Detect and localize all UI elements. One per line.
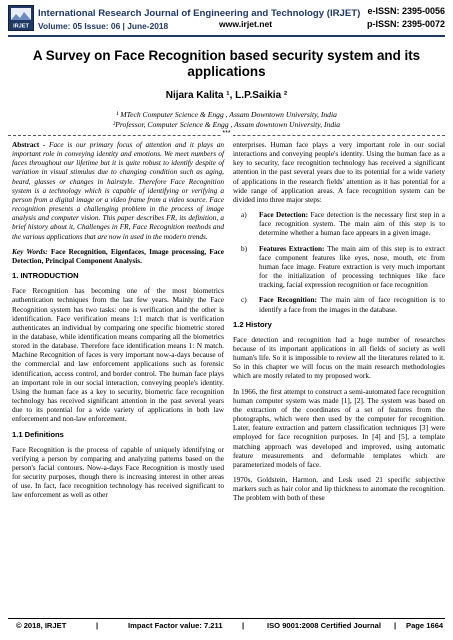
abstract bbox=[12, 140, 224, 241]
list-marker: b) bbox=[241, 243, 248, 253]
list-item-text: The main aim of this step is to extract face component features like eyes, nose, mouth, etc from human face image. Feature extraction is very much important for the initialization of processing techniques like face tracking, facial expression recognition or face recognition bbox=[259, 243, 445, 290]
footer-page-number: Page 1664 bbox=[406, 621, 444, 630]
journal-name: International Research Journal of Engineering and Technology (IRJET) bbox=[38, 8, 361, 19]
list-item-text: The main aim of face recognition is to identify a face from the images in the database. bbox=[259, 295, 445, 314]
history-paragraph-1: Face detection and recognition had a huge number of researches because of its important applications in all fields of society as well human's life. So it is impossible to review all the literatures related to it. So in this chapter we will focus on the main research methodologies which are mostly related to my proposed work. bbox=[233, 334, 445, 381]
separator-stars: *** bbox=[222, 130, 231, 137]
introduction-paragraph: Face Recognition has becoming one of the most biometrics authentication techniques from the last few years. Mainly the Face Recognition system has two tasks: one is verification and the other is identification. Face verification means 1:1 match that is verification authenticates an individual by comparing one specific biometric stored in the database, while identification means comparing all the biometrics stored in the database. Therefore face identification means 1: N match. Machine Recognition of faces is very important now-a-days because of the commercial and law enforcement applications such as forensic identification, access control, and border control. The human face plays an important role in our social interaction, conveying people's identity. Using the human face as a key to security, biometric face recognition technology has received significant attention in the past several years due to its potential for a wide variety of applications in both law enforcement and non-law enforcement. bbox=[12, 286, 224, 424]
paper-authors: Nijara Kalita ¹, L.P.Saikia ² bbox=[165, 90, 288, 101]
history-paragraph-3: 1970s, Goldstein, Harmon, and Lesk used 21 specific subjective markers such as hair color and lip thickness to automate the recognition. The problem with both of these bbox=[233, 475, 445, 503]
footer-separator: | bbox=[96, 621, 99, 630]
list-item-heading: Features Extraction: bbox=[259, 243, 325, 253]
affiliation-1: ¹ MTech Computer Science & Engg , Assam Downtown University, India bbox=[116, 110, 337, 119]
definitions-heading: 1.1 Definitions bbox=[12, 429, 64, 439]
history-heading: 1.2 History bbox=[233, 319, 272, 329]
history-paragraph-2: In 1966, the first attempt to construct a semi-automated face recognition human computer system was made [1], [2]. The system was based on the extraction of the coordinates of a set of features from the photographs, which were then used by the computer for recognition. Later, feature extraction and pattern classification techniques [3] were employed for face recognition purposes. In [4] and [5], a template matching approach was developed and improved, using automatic feature measurements and deformable templates which are parameterized models of face. bbox=[233, 386, 445, 469]
right-column bbox=[233, 140, 445, 508]
list-item-text: Face detection is the necessary first step in a face recognition system. The main aim of this step is to determine whether a human face appears in a given image. bbox=[259, 210, 445, 238]
volume-issue: Volume: 05 Issue: 06 | June-2018 bbox=[38, 21, 169, 31]
list-item-heading: Face Detection: bbox=[259, 210, 309, 220]
list-item-face-detection bbox=[233, 210, 445, 237]
footer-copyright: © 2018, IRJET bbox=[16, 621, 67, 630]
definitions-paragraph: Face Recognition is the process of capable of uniquely identifying or verifying a person by comparing and analyzing patterns based on the person's facial contours. Now-a-days Face Recognition is mostly used for security purposes, though there is increasing interest in other areas of use. In fact, face recognition technology has received significant to law enforcement as well as other bbox=[12, 444, 224, 500]
abstract-label: Abstract - bbox=[12, 140, 46, 149]
section-separator bbox=[8, 132, 445, 138]
keywords bbox=[12, 247, 224, 265]
journal-website: www.irjet.net bbox=[219, 19, 273, 29]
list-marker: a) bbox=[241, 210, 247, 220]
abstract-text: Face is our primary focus of attention and it plays an important role in conveying identity and emotions. We meet numbers of faces throughout our lifetime but it is quite robust to identify despite of variation in visual stimulus due to changing condition such as aging, beard, glasses or changes in hairstyle. Therefore Face Recognition system is a technology which is capable of identifying or verifying a person from a digital image or a video frame from a video source. Face recognition presents a challenging problem in the process of image analysis and computer vision. This paper describes FR, its definition, a brief history about it, Challenges in FR, Face Recognition methods and the various applications that are now in used in the modern trends. bbox=[12, 140, 224, 241]
continued-paragraph: enterprises. Human face plays a very important role in our social interactions and conveying people's identity. Using the human face as a key to security, face recognition technology has received a significant attention in the past several years due to its potential for a wide variety of applications in the research fields' attention as it has potential for a wide range of application areas. A face recognition system can be divided into three major steps: bbox=[233, 140, 445, 204]
footer-divider bbox=[8, 618, 445, 619]
footer-separator: | bbox=[242, 621, 245, 630]
introduction-heading: 1. INTRODUCTION bbox=[12, 271, 79, 281]
list-item-face-recognition bbox=[233, 295, 445, 313]
list-item-feature-extraction bbox=[233, 244, 445, 290]
paper-title: A Survey on Face Recognition based security system and its applications bbox=[32, 48, 421, 79]
affiliation-2: ²Professor, Computer Science & Engg , Assam downtown University, India bbox=[112, 120, 341, 129]
logo-text: IRJET bbox=[13, 23, 29, 30]
keywords-text: Face Recognition, Eigenfaces, Image processing, Face Detection, Principal Component Analysis. bbox=[12, 246, 225, 265]
p-issn: p-ISSN: 2395-0072 bbox=[366, 19, 445, 29]
footer-impact-factor: Impact Factor value: 7.211 bbox=[128, 621, 223, 630]
list-item-heading: Face Recognition: bbox=[259, 295, 317, 305]
e-issn: e-ISSN: 2395-0056 bbox=[367, 6, 445, 16]
journal-header bbox=[8, 5, 445, 35]
footer-separator: | bbox=[394, 621, 397, 630]
keywords-label: Key Words: bbox=[12, 246, 48, 256]
journal-logo bbox=[8, 5, 34, 31]
header-divider bbox=[8, 35, 445, 37]
list-marker: c) bbox=[241, 295, 247, 305]
footer-iso: ISO 9001:2008 Certified Journal bbox=[267, 621, 381, 630]
left-column bbox=[12, 140, 224, 506]
